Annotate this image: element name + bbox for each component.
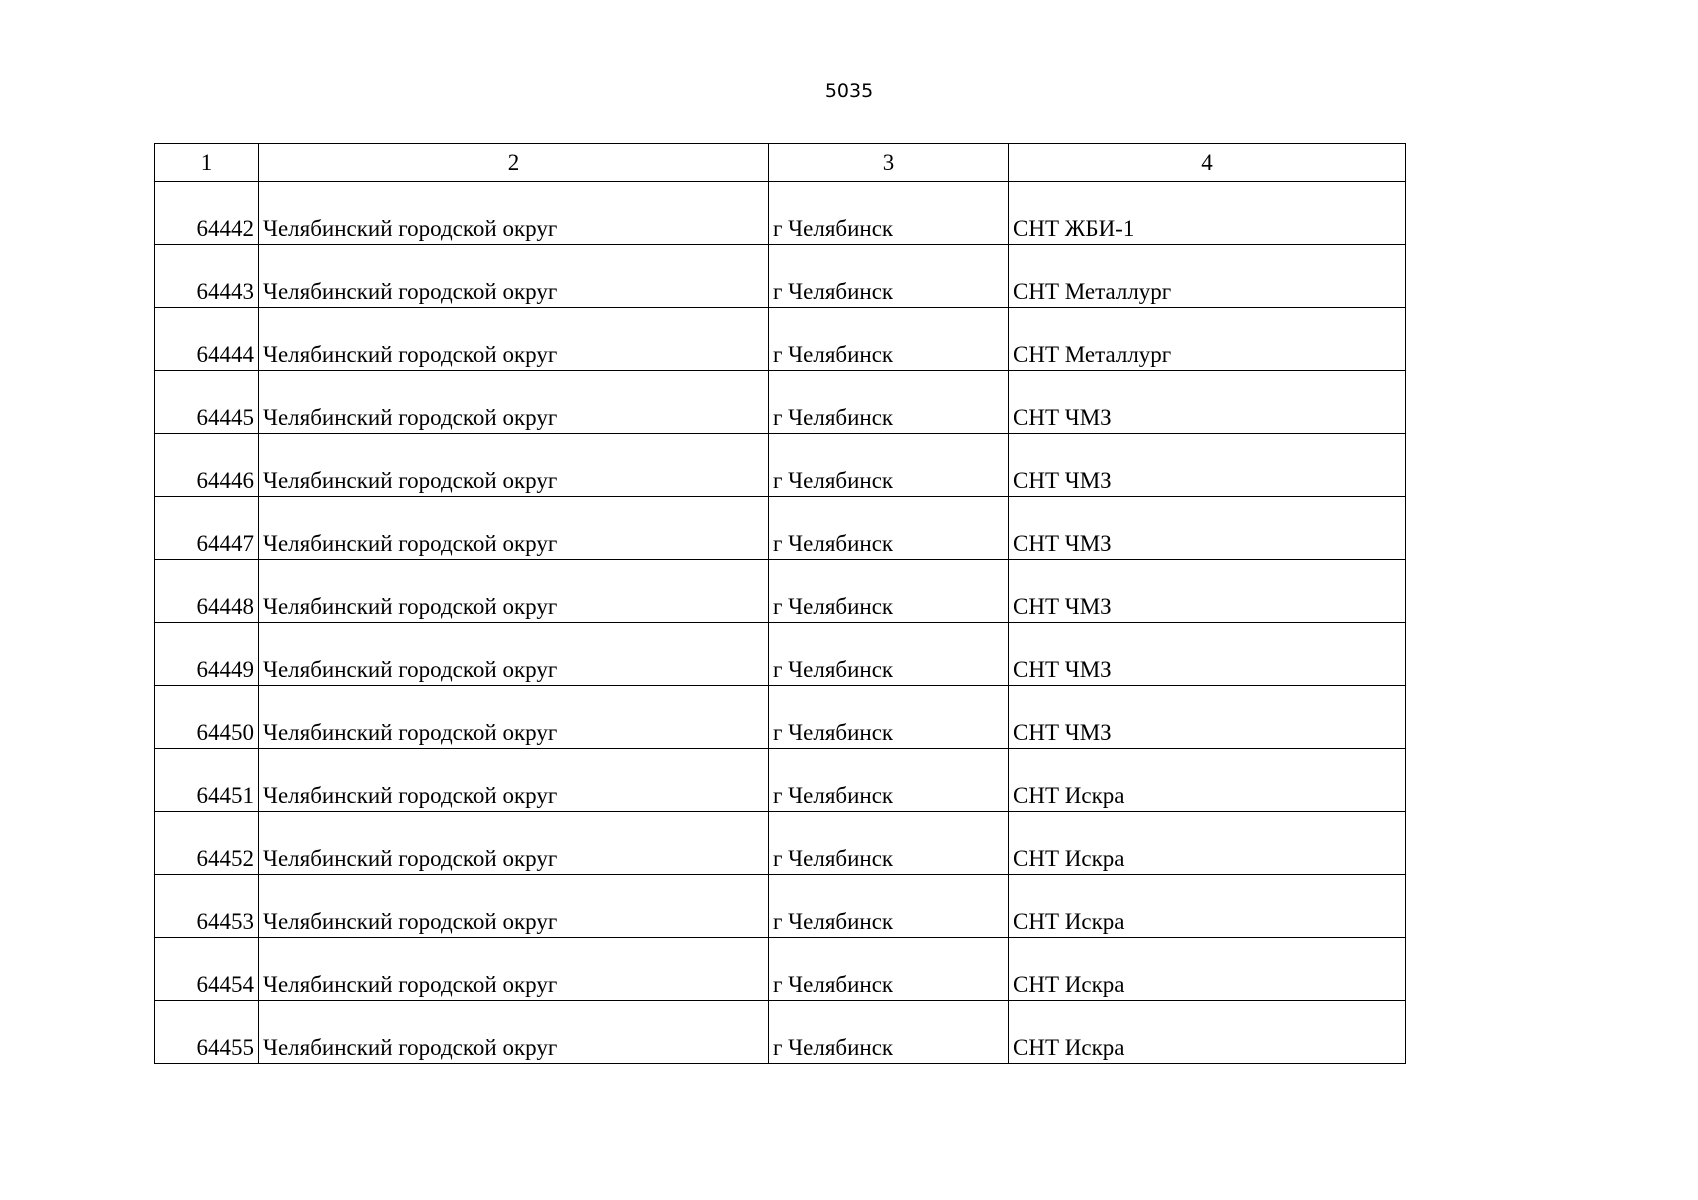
table-row: [155, 938, 1406, 1001]
table-row: [155, 749, 1406, 812]
row-number-cell: 64455: [155, 1001, 259, 1064]
row-number-cell: 64442: [155, 182, 259, 245]
settlement-cell: СНТ ЧМЗ: [1009, 371, 1406, 434]
district-cell: Челябинский городской округ: [259, 371, 769, 434]
table-row: [155, 812, 1406, 875]
district-cell: Челябинский городской округ: [259, 497, 769, 560]
city-cell: г Челябинск: [769, 623, 1009, 686]
city-cell: г Челябинск: [769, 434, 1009, 497]
district-cell: Челябинский городской округ: [259, 749, 769, 812]
row-number-cell: 64451: [155, 749, 259, 812]
city-cell: г Челябинск: [769, 1001, 1009, 1064]
row-number-cell: 64449: [155, 623, 259, 686]
settlement-cell: СНТ Металлург: [1009, 308, 1406, 371]
district-cell: Челябинский городской округ: [259, 245, 769, 308]
city-cell: г Челябинск: [769, 182, 1009, 245]
district-cell: Челябинский городской округ: [259, 875, 769, 938]
row-number-cell: 64446: [155, 434, 259, 497]
settlement-cell: СНТ Искра: [1009, 749, 1406, 812]
row-number-cell: 64454: [155, 938, 259, 1001]
city-cell: г Челябинск: [769, 749, 1009, 812]
district-cell: Челябинский городской округ: [259, 182, 769, 245]
table-row: [155, 371, 1406, 434]
city-cell: г Челябинск: [769, 497, 1009, 560]
settlement-cell: СНТ ЧМЗ: [1009, 497, 1406, 560]
table-row: [155, 1001, 1406, 1064]
settlement-cell: СНТ ЖБИ-1: [1009, 182, 1406, 245]
settlement-cell: СНТ ЧМЗ: [1009, 434, 1406, 497]
row-number-cell: 64448: [155, 560, 259, 623]
city-cell: г Челябинск: [769, 875, 1009, 938]
row-number-cell: 64443: [155, 245, 259, 308]
table-row: [155, 686, 1406, 749]
row-number-cell: 64453: [155, 875, 259, 938]
settlement-cell: СНТ Искра: [1009, 1001, 1406, 1064]
table-row: [155, 182, 1406, 245]
district-cell: Челябинский городской округ: [259, 812, 769, 875]
settlement-cell: СНТ Искра: [1009, 938, 1406, 1001]
row-number-cell: 64444: [155, 308, 259, 371]
settlement-cell: СНТ ЧМЗ: [1009, 686, 1406, 749]
header-cell-4: 4: [1009, 144, 1406, 182]
data-table: [154, 143, 1406, 1064]
city-cell: г Челябинск: [769, 812, 1009, 875]
row-number-cell: 64447: [155, 497, 259, 560]
table-row: [155, 308, 1406, 371]
settlement-cell: СНТ Искра: [1009, 875, 1406, 938]
header-cell-3: 3: [769, 144, 1009, 182]
table-row: [155, 434, 1406, 497]
settlement-cell: СНТ ЧМЗ: [1009, 560, 1406, 623]
table-row: [155, 560, 1406, 623]
page-number: 5035: [824, 80, 874, 102]
table-body: [155, 182, 1406, 1064]
table-row: [155, 875, 1406, 938]
district-cell: Челябинский городской округ: [259, 434, 769, 497]
row-number-cell: 64450: [155, 686, 259, 749]
table-row: [155, 623, 1406, 686]
header-row: [155, 144, 1406, 182]
city-cell: г Челябинск: [769, 938, 1009, 1001]
settlement-cell: СНТ Искра: [1009, 812, 1406, 875]
district-cell: Челябинский городской округ: [259, 560, 769, 623]
district-cell: Челябинский городской округ: [259, 686, 769, 749]
header-cell-2: 2: [259, 144, 769, 182]
row-number-cell: 64452: [155, 812, 259, 875]
district-cell: Челябинский городской округ: [259, 308, 769, 371]
settlement-cell: СНТ ЧМЗ: [1009, 623, 1406, 686]
table-row: [155, 245, 1406, 308]
city-cell: г Челябинск: [769, 245, 1009, 308]
district-cell: Челябинский городской округ: [259, 1001, 769, 1064]
city-cell: г Челябинск: [769, 308, 1009, 371]
district-cell: Челябинский городской округ: [259, 938, 769, 1001]
table-header: [155, 144, 1406, 182]
settlement-cell: СНТ Металлург: [1009, 245, 1406, 308]
city-cell: г Челябинск: [769, 560, 1009, 623]
city-cell: г Челябинск: [769, 686, 1009, 749]
table-row: [155, 497, 1406, 560]
district-cell: Челябинский городской округ: [259, 623, 769, 686]
city-cell: г Челябинск: [769, 371, 1009, 434]
row-number-cell: 64445: [155, 371, 259, 434]
header-cell-1: 1: [155, 144, 259, 182]
